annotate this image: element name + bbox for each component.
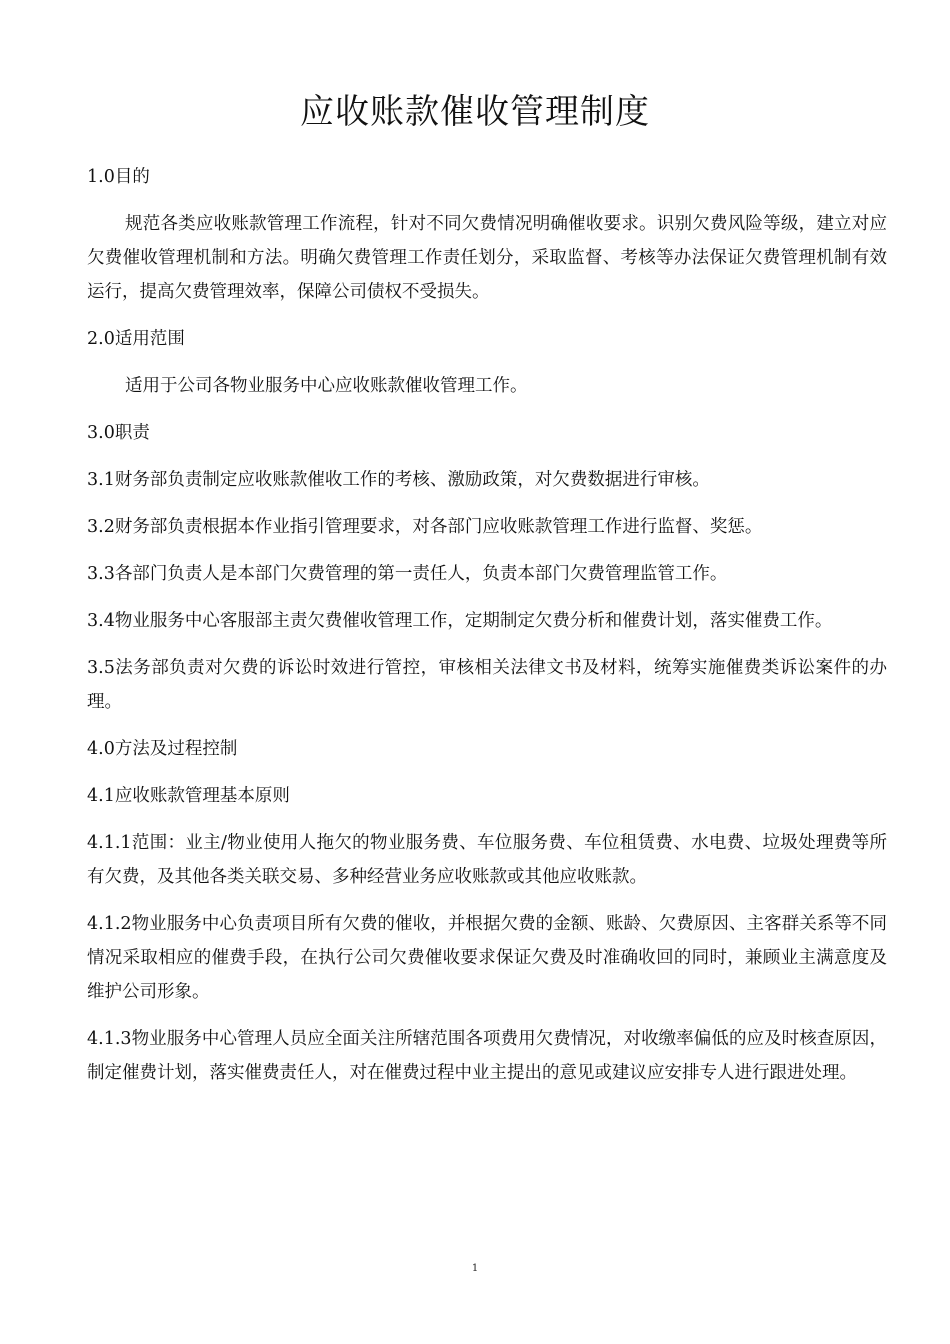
document-title: 应收账款催收管理制度 bbox=[300, 92, 650, 132]
page-number: 1 bbox=[471, 1263, 479, 1274]
responsibility-item-3-4: 3.4物业服务中心客服部主责欠费催收管理工作，定期制定欠费分析和催费计划，落实催费工作。 bbox=[87, 611, 833, 631]
responsibility-item-3-1: 3.1财务部负责制定应收账款催收工作的考核、激励政策，对欠费数据进行审核。 bbox=[87, 470, 710, 490]
purpose-paragraph: 规范各类应收账款管理工作流程，针对不同欠费情况明确催收要求。识别欠费风险等级，建立对应欠费催收管理机制和方法。明确欠费管理工作责任划分，采取监督、考核等办法保证欠费管理机制有效运行，提高欠费管理效率，保障公司债权不受损失。 bbox=[87, 214, 887, 302]
section-heading-responsibilities: 3.0职责 bbox=[87, 423, 150, 443]
responsibility-item-3-2: 3.2财务部负责根据本作业指引管理要求，对各部门应收账款管理工作进行监督、奖惩。 bbox=[87, 517, 763, 537]
principle-item-4-1-3: 4.1.3物业服务中心管理人员应全面关注所辖范围各项费用欠费情况，对收缴率偏低的应及时核查原因，制定催费计划，落实催费责任人，对在催费过程中业主提出的意见或建议应安排专人进行跟进处理。 bbox=[87, 1029, 887, 1083]
document-body bbox=[87, 160, 887, 1103]
responsibility-item-3-3: 3.3各部门负责人是本部门欠费管理的第一责任人，负责本部门欠费管理监管工作。 bbox=[87, 564, 728, 584]
section-heading-purpose: 1.0目的 bbox=[87, 167, 150, 187]
subsection-heading-basic-principles: 4.1应收账款管理基本原则 bbox=[87, 786, 290, 806]
section-heading-scope: 2.0适用范围 bbox=[87, 329, 185, 349]
principle-item-4-1-1: 4.1.1范围：业主/物业使用人拖欠的物业服务费、车位服务费、车位租赁费、水电费、垃圾处理费等所有欠费，及其他各类关联交易、多种经营业务应收账款或其他应收账款。 bbox=[87, 833, 887, 887]
principle-item-4-1-2: 4.1.2物业服务中心负责项目所有欠费的催收，并根据欠费的金额、账龄、欠费原因、主客群关系等不同情况采取相应的催费手段，在执行公司欠费催收要求保证欠费及时准确收回的同时，兼顾业主满意度及维护公司形象。 bbox=[87, 914, 887, 1002]
scope-paragraph: 适用于公司各物业服务中心应收账款催收管理工作。 bbox=[125, 376, 528, 396]
responsibility-item-3-5: 3.5法务部负责对欠费的诉讼时效进行管控，审核相关法律文书及材料，统筹实施催费类诉讼案件的办理。 bbox=[87, 658, 887, 712]
section-heading-process-control: 4.0方法及过程控制 bbox=[87, 739, 238, 759]
